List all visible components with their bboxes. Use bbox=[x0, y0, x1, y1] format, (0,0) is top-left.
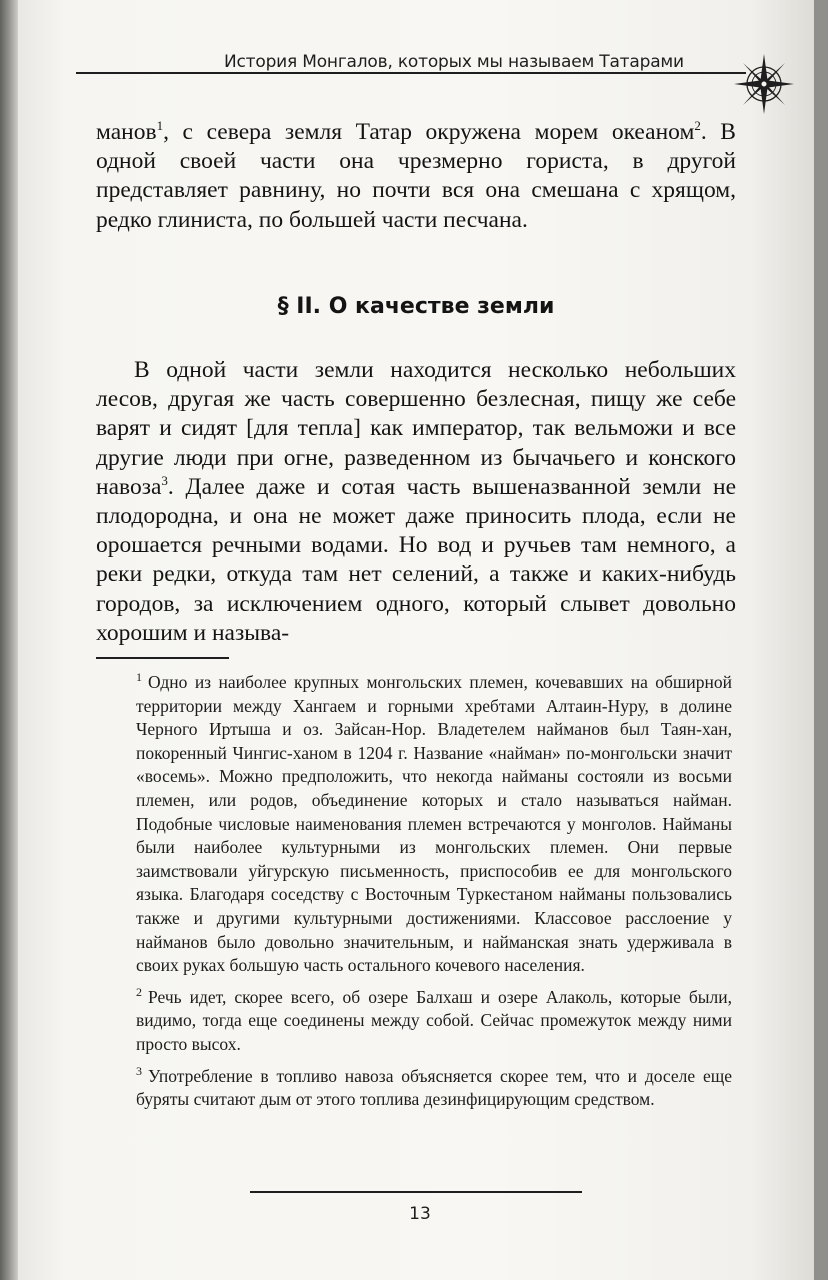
footnote-ref-3[interactable]: 3 bbox=[161, 472, 168, 488]
footnote-2-number: 2 bbox=[136, 984, 142, 999]
footnote-1-text: Одно из наиболее крупных монгольских племен, кочевавших на обширной территории между Хангаем и горными хребтами Алтаин-Нуру, в долине Черного Иртыша и оз. Зайсан-Нор. Владетелем найманов был Таян-хан, покоренный Чингис-ханом в 1204 г. Название «найман» по-монгольски значит «восемь». Можно предположить, что некогда найманы состояли из восьми племен, или родов, объединение которых и стало называться найман. Подобные числовые наименования племен встречаются у монголов. Найманы были наиболее культурными из монгольских племен. Они первые заимствовали уйгурскую письменность, приспособив ее для монгольского языка. Благодаря соседству с Восточным Туркестаном найманы пользовались также и другими культурными достижениями. Классовое расслоение у найманов было довольно значительным, и найманская знать удерживала в своих руках большую часть остального кочевого населения. bbox=[136, 672, 732, 976]
footnote-ref-2[interactable]: 2 bbox=[694, 118, 701, 134]
footnote-1-number: 1 bbox=[136, 670, 142, 685]
footer-rule bbox=[250, 1191, 582, 1193]
footnote-ref-1[interactable]: 1 bbox=[156, 118, 164, 134]
paragraph-1-start: манов bbox=[96, 119, 157, 145]
footnotes bbox=[136, 671, 732, 1120]
page-number: 13 bbox=[409, 1204, 431, 1224]
section-title: § II. О качестве земли bbox=[277, 294, 555, 319]
running-title: История Монгалов, которых мы называем Татарами bbox=[224, 52, 684, 72]
paragraph-1-middle: , с севера земля Татар окружена морем океаном bbox=[163, 119, 695, 145]
page-edge-shadow bbox=[0, 0, 18, 1280]
paragraph-2-end: . Далее даже и сотая часть вышеназванной земли не плодородна, и она не может даже приносить плода, если не орошается речными водами. Но вод и ручьев там немного, а реки редки, откуда там нет селений, а также и каких-нибудь городов, за исключением одного, который слывет довольно хорошим и называ- bbox=[96, 473, 736, 646]
body-paragraph-2 bbox=[96, 356, 736, 648]
footnote-separator bbox=[96, 657, 229, 659]
footnote-2-text: Речь идет, скорее всего, об озере Балхаш и озере Алаколь, которые были, видимо, тогда еще соединены между собой. Сейчас промежуток между ними просто высох. bbox=[136, 986, 732, 1054]
footnote-3 bbox=[136, 1065, 732, 1112]
footnote-1 bbox=[136, 671, 732, 978]
footnote-2 bbox=[136, 986, 732, 1057]
footnote-3-text: Употребление в топливо навоза объясняется скорее тем, что и доселе еще буряты считают дым от этого топлива дезинфицирующим средством. bbox=[136, 1065, 732, 1110]
compass-rose-icon bbox=[732, 52, 796, 116]
header-rule bbox=[76, 72, 746, 74]
paragraph-2-start: В одной части земли находится несколько небольших лесов, другая же часть совершенно безлесная, пищу же себе варят и сидят [для тепла] как император, так вельможи и все другие люди при огне, разведенном из бычачьего и конского навоза bbox=[96, 357, 736, 500]
book-page bbox=[18, 0, 814, 1280]
body-paragraph-1 bbox=[96, 118, 736, 235]
footnote-3-number: 3 bbox=[136, 1063, 142, 1078]
paragraph-1-end: . В одной своей части она чрезмерно гориста, в другой представляет равнину, но почти вся она смешана с хрящом, редко глиниста, по большей части песчана. bbox=[96, 119, 736, 233]
